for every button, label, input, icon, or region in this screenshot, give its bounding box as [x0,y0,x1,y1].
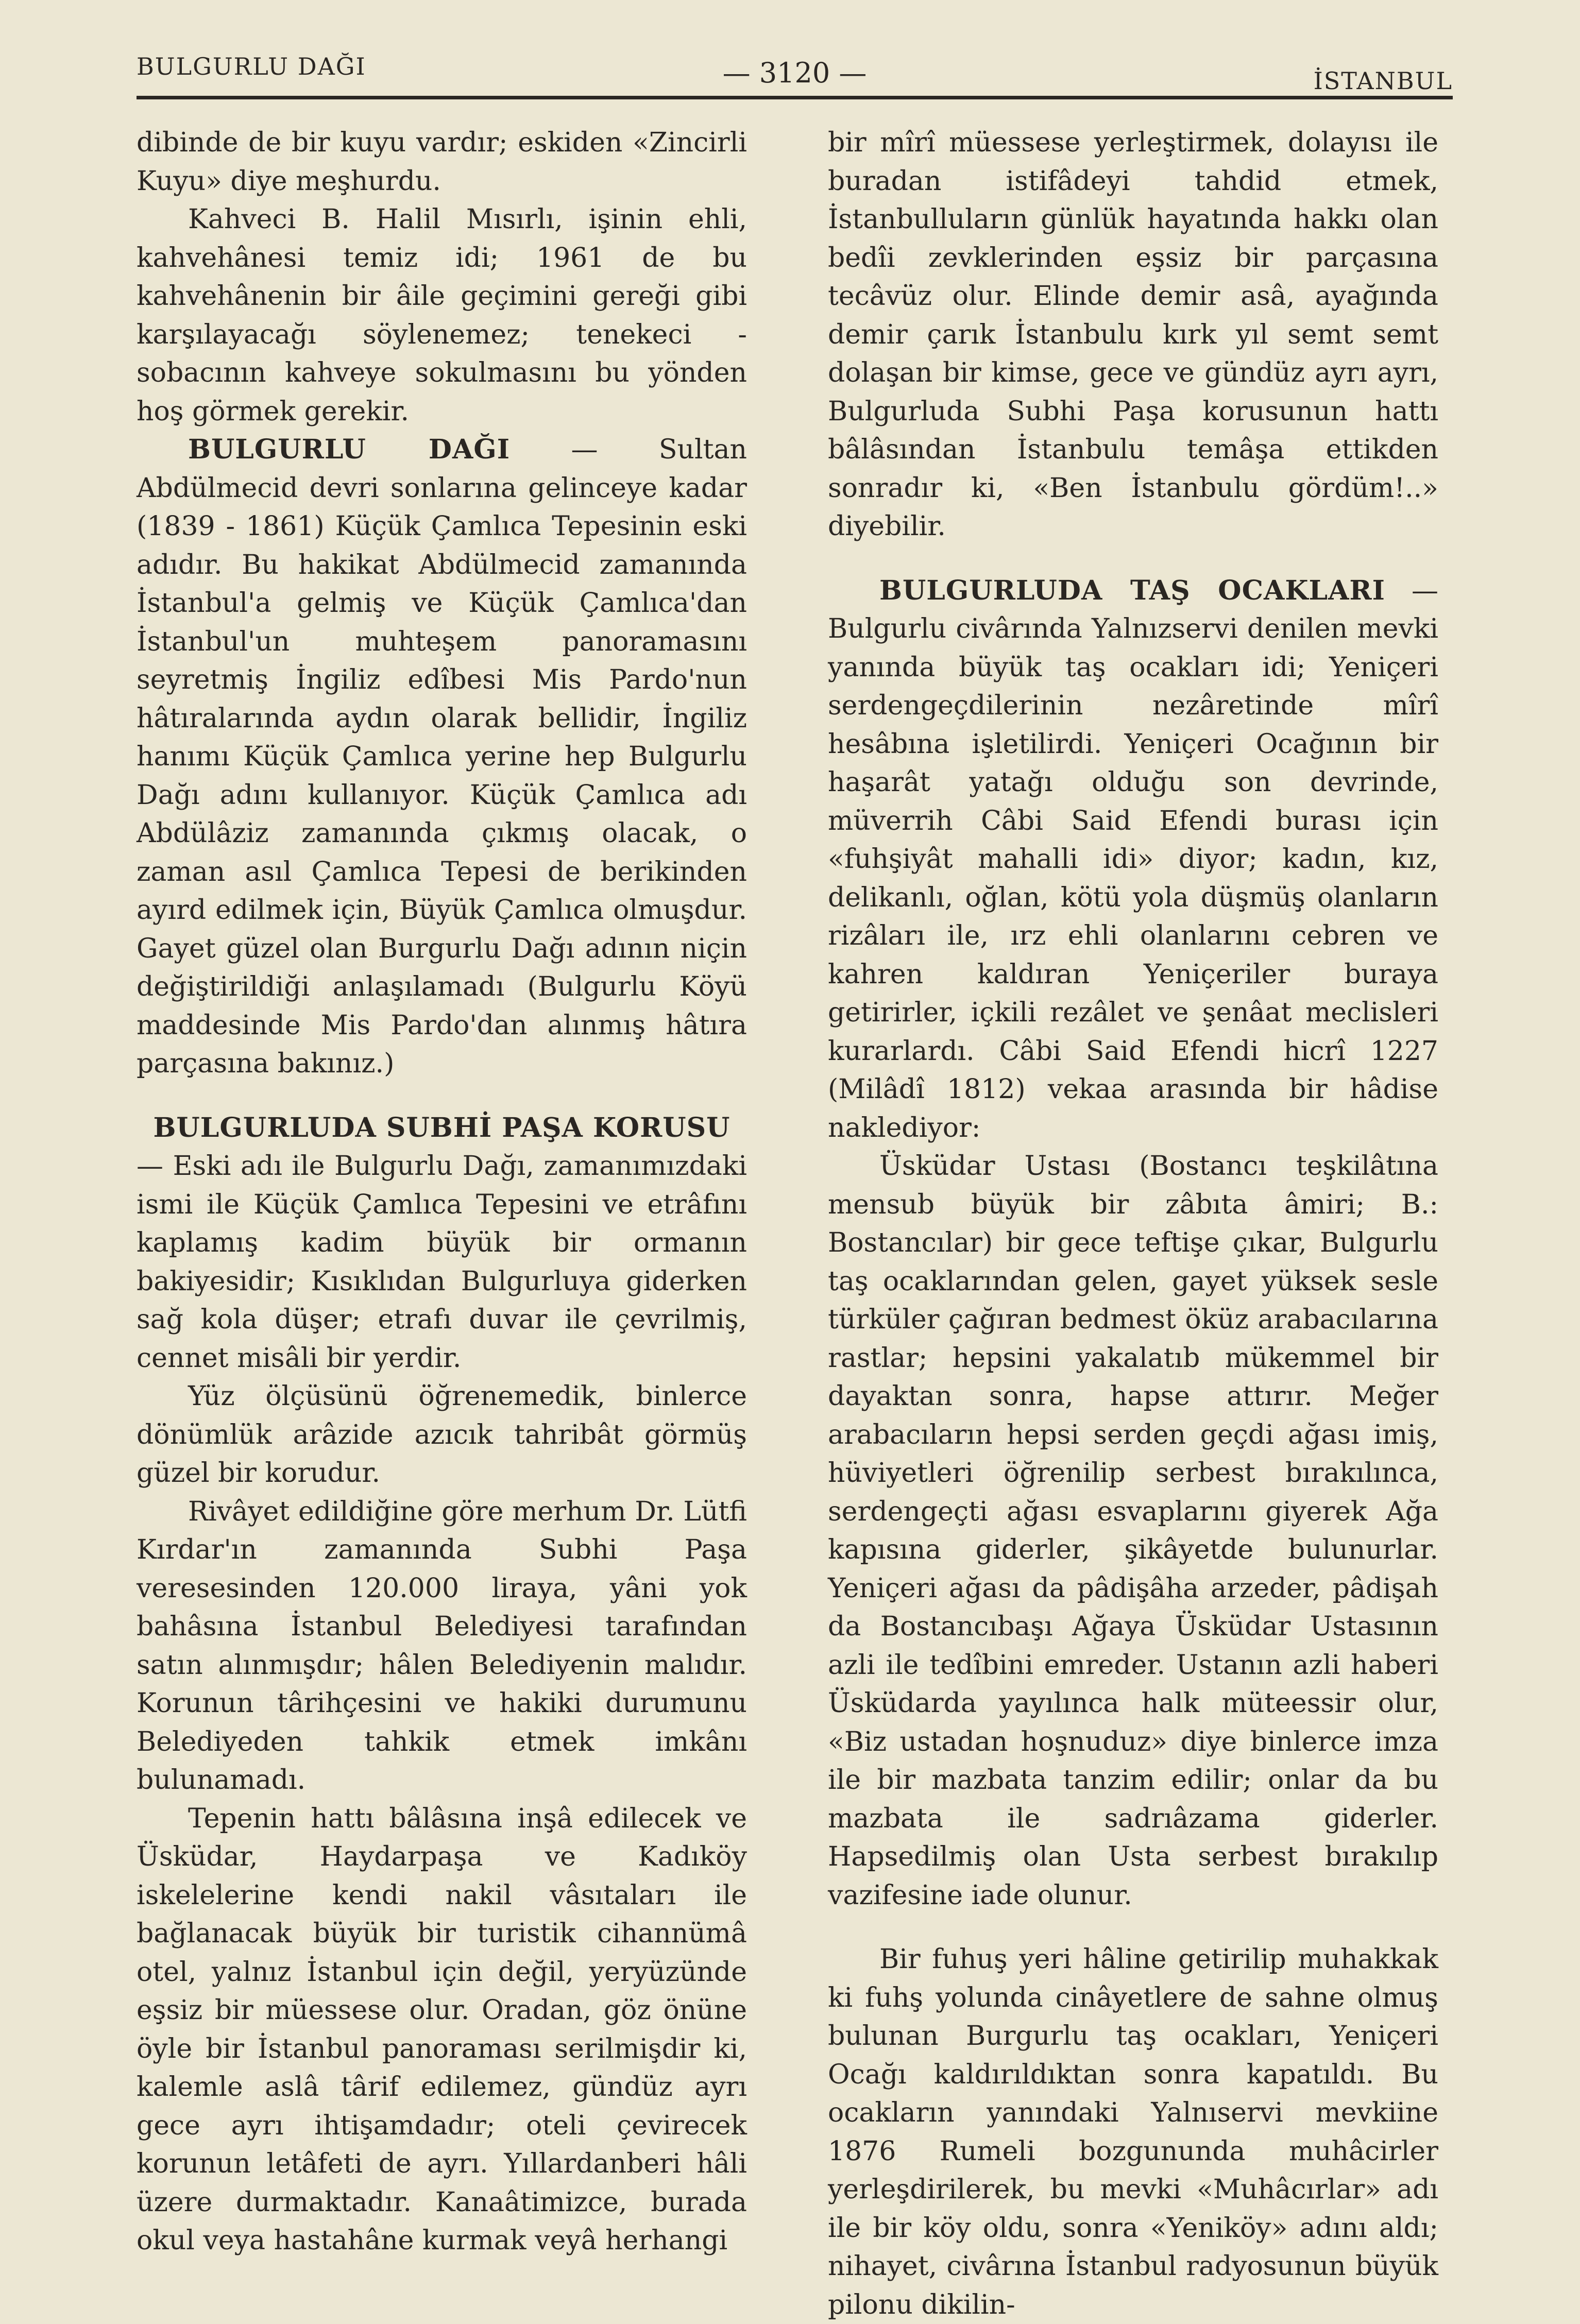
entry-text: — Sultan Abdülmecid devri sonlarına gelinceye kadar (1839 - 1861) Küçük Çamlıca Tepesinin eski adıdır. Bu hakikat Abdülmecid zamanında İstanbul'a gelmiş ve Küçük Çamlıca'dan İstanbul'un muhteşem panoramasını seyretmiş İngiliz edîbesi Mis Pardo'nun hâtıralarında aydın olarak bellidir, İngiliz hanımı Küçük Çamlıca yerine hep Bulgurlu Dağı adını kullanıyor. Küçük Çamlıca adı Abdülâziz zamanında çıkmış olacak, o zaman asıl Çamlıca Tepesi de berikinden ayırd edilmek için, Büyük Çamlıca olmuşdur. Gayet güzel olan Burgurlu Dağı adının niçin değiştirildiği anlaşılamadı (Bulgurlu Köyü maddesinde Mis Pardo'dan alınmış hâtıra parçasına bakınız.) [137,434,747,1079]
entry-bulgurluda-tas-ocaklari [828,572,1438,1148]
entry-bulgurlu-dagi [137,431,747,1083]
paragraph: Bir fuhuş yeri hâline getirilip muhakkak ki fuhş yolunda cinâyetlere de sahne olmuş bulunan Burgurlu taş ocakları, Yeniçeri Ocağı kaldırıldıktan sonra kapatıldı. Bu ocakların yanındaki Yalnıservi mevkiine 1876 Rumeli bozgununda muhâcirler yerleşdirilerek, bu mevki «Muhâcırlar» adı ile bir köy oldu, sonra «Yeniköy» adını aldı; nihayet, civârına İstanbul radyosunun büyük pilonu dikilin- [828,1944,1438,2320]
entry-heading: BULGURLU DAĞI [188,434,511,465]
paragraph: bir mîrî müessese yerleştirmek, dolayısı ile buradan istifâdeyi tahdid etmek, İstanbulluların günlük hayatında hakkı olan bedîi zevklerinden eşsiz bir parçasına tecâvüz olur. Elinde demir asâ, ayağında demir çarık İstanbulu kırk yıl semt semt dolaşan bir kimse, gece ve gündüz ayrı ayrı, Bulgurluda Subhi Paşa korusunun hattı bâlâsından İstanbulu temâşa ettikden sonradır ki, «Ben İstanbulu gördüm!..» diyebilir. [828,127,1438,542]
entry-heading: BULGURLUDA TAŞ OCAKLARI [879,574,1385,606]
paragraph: — Eski adı ile Bulgurlu Dağı, zamanımızdaki ismi ile Küçük Çamlıca Tepesini ve etrâfını kaplamış kadim büyük bir ormanın bakiyesidir; Kısıklıdan Bulgurluya giderken sağ kola düşer; etrafı duvar ile çevrilmiş, cennet misâli bir yerdir. [137,1151,747,1374]
spacer [828,1915,1438,1940]
entry-heading: BULGURLUDA SUBHİ PAŞA KORUSU [153,1112,730,1143]
paragraph: Yüz ölçüsünü öğrenemedik, binlerce dönümlük arâzide azıcık tahribât görmüş güzel bir korudur. [137,1381,747,1489]
header-rule [137,96,1453,99]
entry-text: — Bulgurlu civârında Yalnızservi denilen mevki yanında büyük taş ocakları idi; Yeniçeri serdengeçdilerinin nezâretinde mîrî hesâbına işletilirdi. Yeniçeri Ocağının bir haşarât yatağı olduğu son devrinde, müverrih Câbi Said Efendi burası için «fuhşiyât mahalli idi» diyor; kadın, kız, delikanlı, oğlan, kötü yola düşmüş olanların rizâları ile, ırz ehli olanlarını cebren ve kahren kaldıran Yeniçeriler buraya getirirler, içkili rezâlet ve şenâat meclisleri kurarlardı. Câbi Said Efendi hicrî 1227 (Milâdî 1812) vekaa arasında bir hâdise naklediyor: [828,575,1438,1143]
left-column [137,124,747,2256]
paragraph: Rivâyet edildiğine göre merhum Dr. Lütfi Kırdar'ın zamanında Subhi Paşa veresesinden 120.000 liraya, yâni yok bahâsına İstanbul Belediyesi tarafından satın alınmışdır; hâlen Belediyenin malıdır. Korunun târihçesini ve hakiki durumunu Belediyeden tahkik etmek imkânı bulunamadı. [137,1496,747,1796]
paragraph: Kahveci B. Halil Mısırlı, işinin ehli, kahvehânesi temiz idi; 1961 de bu kahvehânenin bir âile geçimini gereği gibi karşılayacağı söylenemez; tenekeci - sobacının kahveye sokulmasını bu yönden hoş görmek gerekir. [137,204,747,427]
header-volume-title: İSTANBUL [1313,67,1453,95]
spacer [828,546,1438,572]
paragraph: Üsküdar Ustası (Bostancı teşkilâtına mensub büyük bir zâbıta âmiri; B.: Bostancılar) bir gece teftişe çıkar, Bulgurlu taş ocaklarından gelen, gayet yüksek sesle türküler çağıran bedmest öküz arabacılarına rastlar; hepsini yakalatıb mükemmel bir dayaktan sonra, hapse attırır. Meğer arabacıların hepsi serden geçdi ağası imiş, hüviyetleri öğrenilip serbest bırakılınca, serdengeçti ağası esvaplarını giyerek Ağa kapısına giderler, şikâyetde bulunurlar. Yeniçeri ağası da pâdişâha arzeder, pâdişah da Bostancıbaşı Ağaya Üsküdar Ustasının azli ile tedîbini emreder. Ustanın azli haberi Üsküdarda yayılınca halk müteessir olur, «Biz ustadan hoşnuduz» diye binlerce imza ile bir mazbata tanzim edilir; onlar da bu mazbata ile sadrıâzama giderler. Hapsedilmiş olan Usta serbest bırakılıp vazifesine iade olunur. [828,1151,1438,1911]
right-column [828,124,1438,2320]
page-number: — 3120 — [722,57,867,89]
paragraph: dibinde de bir kuyu vardır; eskiden «Zincirli Kuyu» diye meşhurdu. [137,127,747,197]
paragraph: Tepenin hattı bâlâsına inşâ edilecek ve Üsküdar, Haydarpaşa ve Kadıköy iskelelerine kendi nakil vâsıtaları ile bağlanacak büyük bir turistik cihannümâ otel, yalnız İstanbul için değil, yeryüzünde eşsiz bir müessese olur. Oradan, göz önüne öyle bir İstanbul panoraması serilmişdir ki, kalemle aslâ târif edilemez, gündüz ayrı gece ayrı ihtişamdadır; oteli çevirecek korunun letâfeti de ayrı. Yıllardanberi hâli üzere durmaktadır. Kanaâtimizce, burada okul veya hastahâne kurmak veyâ herhangi [137,1803,747,2256]
header-entry-title: BULGURLU DAĞI [137,53,366,80]
spacer [137,1083,747,1109]
